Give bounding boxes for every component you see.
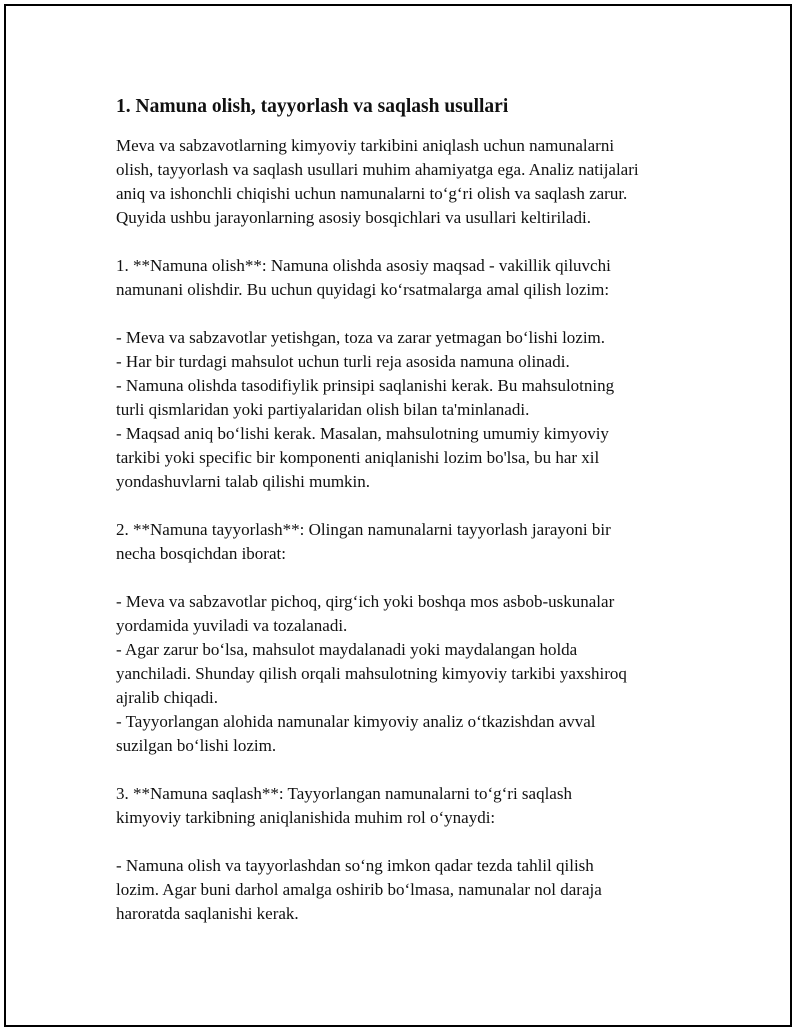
text-line: yordamida yuviladi va tozalanadi.	[116, 616, 348, 635]
text-line: yanchiladi. Shunday qilish orqali mahsulotning kimyoviy tarkibi yaxshiroq	[116, 664, 627, 683]
text-line: - Tayyorlangan alohida namunalar kimyoviy analiz o‘tkazishdan avval	[116, 712, 596, 731]
paragraph	[116, 326, 716, 494]
text-line: kimyoviy tarkibning aniqlanishida muhim rol o‘ynaydi:	[116, 808, 496, 827]
text-line: tarkibi yoki specific bir komponenti aniqlanishi lozim bo'lsa, bu har xil	[116, 448, 600, 467]
paragraph	[116, 782, 716, 830]
text-line: - Meva va sabzavotlar yetishgan, toza va zarar yetmagan bo‘lishi lozim.	[116, 328, 606, 347]
text-line: yondashuvlarni talab qilishi mumkin.	[116, 472, 371, 491]
text-line: 1. **Namuna olish**: Namuna olishda asosiy maqsad - vakillik qiluvchi	[116, 256, 611, 275]
text-line: - Maqsad aniq bo‘lishi kerak. Masalan, mahsulotning umumiy kimyoviy	[116, 424, 609, 443]
paragraph	[116, 590, 716, 758]
document-body	[116, 134, 716, 926]
paragraph	[116, 518, 716, 566]
text-line: necha bosqichdan iborat:	[116, 544, 286, 563]
text-line: - Har bir turdagi mahsulot uchun turli reja asosida namuna olinadi.	[116, 352, 570, 371]
text-line: olish, tayyorlash va saqlash usullari muhim ahamiyatga ega. Analiz natijalari	[116, 160, 639, 179]
paragraph	[116, 854, 716, 926]
paragraph	[116, 254, 716, 302]
text-line: aniq va ishonchli chiqishi uchun namunalarni to‘g‘ri olish va saqlash zarur.	[116, 184, 628, 203]
paragraph	[116, 134, 716, 230]
text-line: - Meva va sabzavotlar pichoq, qirg‘ich yoki boshqa mos asbob-uskunalar	[116, 592, 615, 611]
text-line: - Namuna olishda tasodifiylik prinsipi saqlanishi kerak. Bu mahsulotning	[116, 376, 615, 395]
text-line: Meva va sabzavotlarning kimyoviy tarkibini aniqlash uchun namunalarni	[116, 136, 615, 155]
text-line: - Agar zarur bo‘lsa, mahsulot maydalanadi yoki maydalangan holda	[116, 640, 578, 659]
text-line: ajralib chiqadi.	[116, 688, 218, 707]
text-line: namunani olishdir. Bu uchun quyidagi ko‘rsatmalarga amal qilish lozim:	[116, 280, 610, 299]
text-line: suzilgan bo‘lishi lozim.	[116, 736, 277, 755]
section-heading: 1. Namuna olish, tayyorlash va saqlash usullari	[116, 96, 509, 117]
text-line: 3. **Namuna saqlash**: Tayyorlangan namunalarni to‘g‘ri saqlash	[116, 784, 572, 803]
text-line: Quyida ushbu jarayonlarning asosiy bosqichlari va usullari keltiriladi.	[116, 208, 591, 227]
text-line: lozim. Agar buni darhol amalga oshirib bo‘lmasa, namunalar nol daraja	[116, 880, 602, 899]
text-line: turli qismlaridan yoki partiyalaridan olish bilan ta'minlanadi.	[116, 400, 530, 419]
text-line: - Namuna olish va tayyorlashdan so‘ng imkon qadar tezda tahlil qilish	[116, 856, 594, 875]
document-content	[116, 94, 716, 926]
text-line: haroratda saqlanishi kerak.	[116, 904, 299, 923]
text-line: 2. **Namuna tayyorlash**: Olingan namunalarni tayyorlash jarayoni bir	[116, 520, 611, 539]
